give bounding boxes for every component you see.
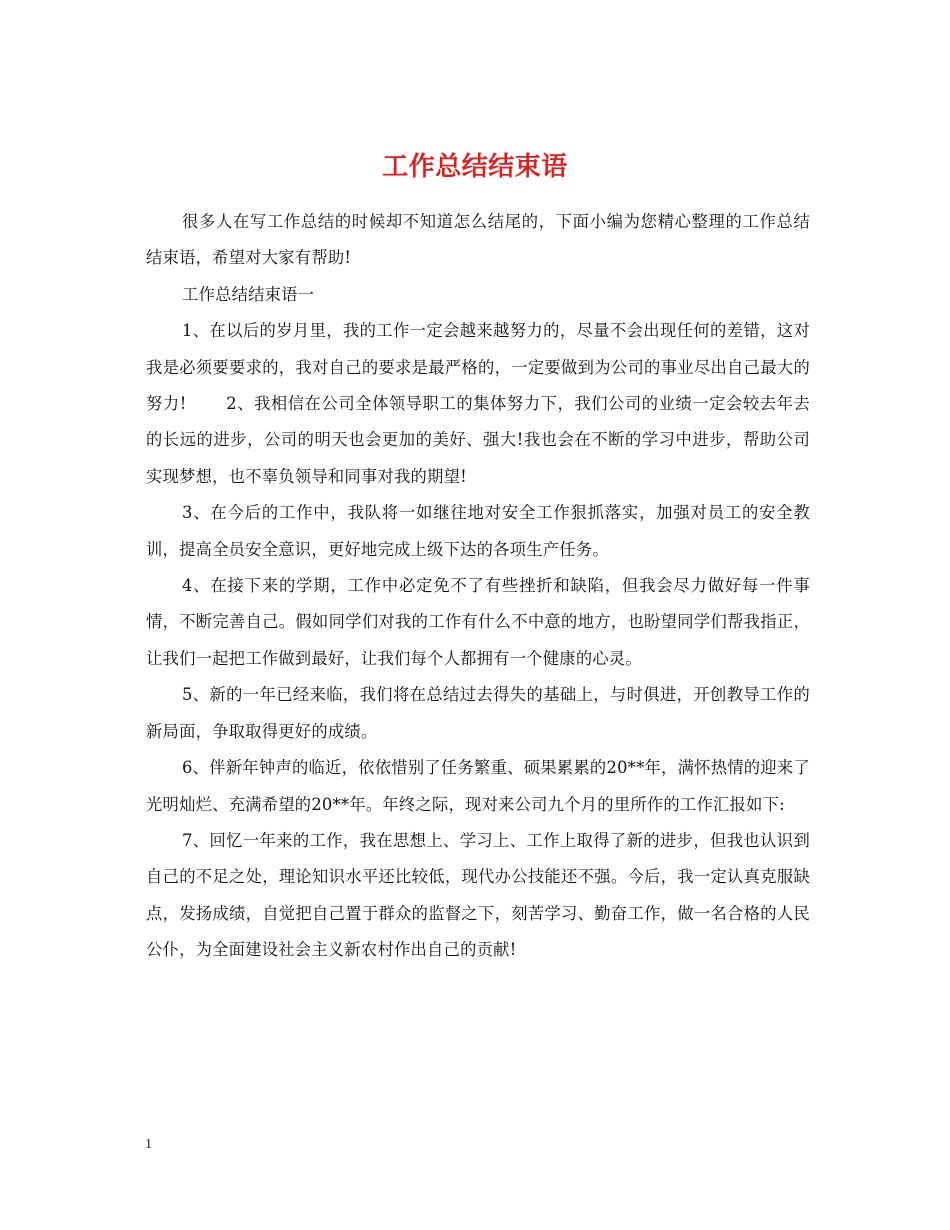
paragraph-item-6: 6、伴新年钟声的临近，依依惜别了任务繁重、硕果累累的20**年，满怀热情的迎来了光明灿烂、充满希望的20**年。年终之际，现对来公司九个月的里所作的工作汇报如下: xyxy=(146,758,810,814)
paragraph-item-3: 3、在今后的工作中，我队将一如继往地对安全工作狠抓落实，加强对员工的安全教训，提高全员安全意识，更好地完成上级下达的各项生产任务。 xyxy=(146,503,810,559)
paragraph-item-5: 5、新的一年已经来临，我们将在总结过去得失的基础上，与时俱进，开创教导工作的新局面，争取取得更好的成绩。 xyxy=(146,685,810,741)
document-body xyxy=(146,204,810,969)
paragraph-item-7: 7、回忆一年来的工作，我在思想上、学习上、工作上取得了新的进步，但我也认识到自己的不足之处，理论知识水平还比较低，现代办公技能还不强。今后，我一定认真克服缺点，发扬成绩，自觉把自己置于群众的监督之下，刻苦学习、勤奋工作，做一名合格的人民公仆，为全面建设社会主义新农村作出自己的贡献! xyxy=(146,830,810,960)
paragraph-item-4: 4、在接下来的学期，工作中必定免不了有些挫折和缺陷，但我会尽力做好每一件事情，不断完善自己。假如同学们对我的工作有什么不中意的地方，也盼望同学们帮我指正，让我们一起把工作做到最好，让我们每个人都拥有一个健康的心灵。 xyxy=(146,576,810,668)
section-heading: 工作总结结束语一 xyxy=(182,284,315,304)
document-title: 工作总结结束语 xyxy=(382,152,568,183)
paragraph-item-1-2: 1、在以后的岁月里，我的工作一定会越来越努力的，尽量不会出现任何的差错，这对我是必须要要求的，我对自己的要求是最严格的，一定要做到为公司的事业尽出自己最大的努力! 2、我相信在公司全体领导职工的集体努力下，我们公司的业绩一定会较去年去的长远的进步，公司的明天也会更加的美好、强大!我也会在不断的学习中进步，帮助公司实现梦想，也不辜负领导和同事对我的期望! xyxy=(146,321,810,486)
intro-paragraph: 很多人在写工作总结的时候却不知道怎么结尾的，下面小编为您精心整理的工作总结结束语，希望对大家有帮助! xyxy=(146,212,810,268)
page-number: 1 xyxy=(145,1137,152,1152)
